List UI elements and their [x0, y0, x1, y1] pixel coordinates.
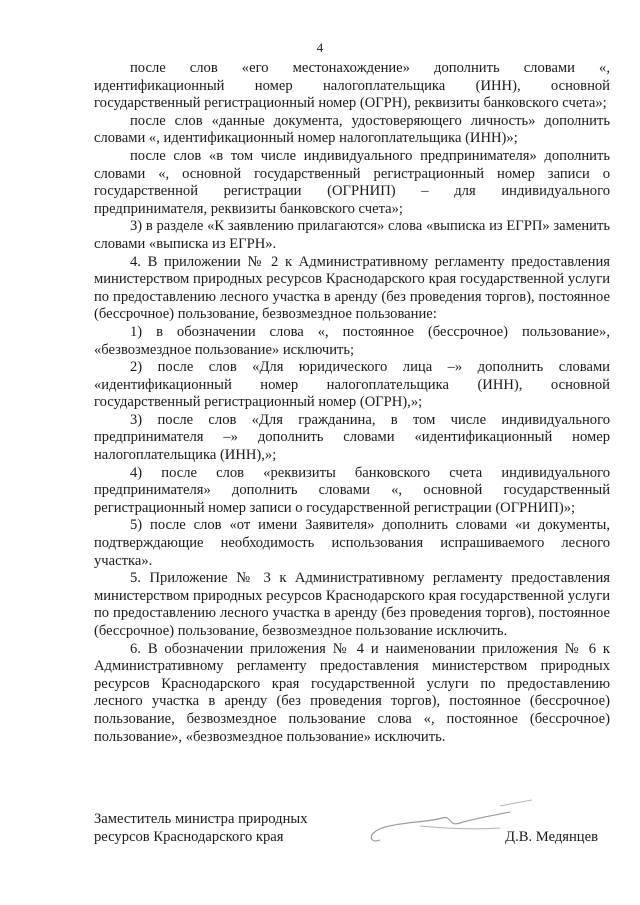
- paragraph: после слов «данные документа, удостоверяющего личность» дополнить словами «, идентификационный номер налогоплательщика (ИНН)»;: [94, 112, 610, 147]
- handwritten-signature: [360, 792, 540, 862]
- paragraph: 5. Приложение № 3 к Административному регламенту предоставления министерством природных ресурсов Краснодарского края государственной услуги по предоставлению лесного участка в аренду (без проведения торгов), постоянное (бессрочное) пользование, безвозмездное пользование исключить.: [94, 570, 610, 639]
- paragraph: после слов «его местонахождение» дополнить словами «, идентификационный номер налогоплательщика (ИНН), основной государственный регистрационный номер (ОГРН), реквизиты банковского счета»;: [94, 60, 610, 112]
- paragraph: 3) в разделе «К заявлению прилагаются» слова «выписка из ЕГРП» заменить словами «выписка из ЕГРН».: [94, 218, 610, 252]
- signer-name: Д.В. Медянцев: [505, 829, 598, 845]
- signature-block: [94, 810, 610, 850]
- page-number: 4: [316, 40, 324, 55]
- paragraph: 5) после слов «от имени Заявителя» дополнить словами «и документы, подтверждающие необходимость использования испрашиваемого лесного участка».: [94, 517, 610, 569]
- signer-position-line: ресурсов Краснодарского края: [94, 829, 284, 845]
- signer-position: [94, 810, 308, 846]
- document-body: [94, 60, 610, 746]
- paragraph: после слов «в том числе индивидуального предпринимателя» дополнить словами «, основной государственный регистрационный номер записи о государственной регистрации (ОГРНИП) – для индивидуального предпринимателя, реквизиты банковского счета»;: [94, 147, 610, 217]
- paragraph: 3) после слов «Для гражданина, в том числе индивидуального предпринимателя –» дополнить словами «идентификационный номер налогоплательщика (ИНН),»;: [94, 411, 610, 464]
- signer-position-line: Заместитель министра природных: [94, 811, 308, 827]
- paragraph: 1) в обозначении слова «, постоянное (бессрочное) пользование», «безвозмездное пользование» исключить;: [94, 323, 610, 358]
- paragraph: 6. В обозначении приложения № 4 и наименовании приложения № 6 к Административному регламенту предоставления министерством природных ресурсов Краснодарского края государственной услуги по предоставлению лесного участка в аренду (без проведения торгов), постоянное (бессрочное) пользование, безвозмездное пользование слова «, постоянное (бессрочное) пользование», «безвозмездное пользование» исключить.: [94, 640, 610, 745]
- paragraph: 4) после слов «реквизиты банковского счета индивидуального предпринимателя» дополнить словами «, основной государственный регистрационный номер записи о государственной регистрации (ОГРНИП)»;: [94, 464, 610, 516]
- paragraph: 2) после слов «Для юридического лица –» дополнить словами «идентификационный номер налогоплательщика (ИНН), основной государственный регистрационный номер (ОГРН),»;: [94, 359, 610, 411]
- paragraph: 4. В приложении № 2 к Административному регламенту предоставления министерством природных ресурсов Краснодарского края государственной услуги по предоставлению лесного участка в аренду (без проведения торгов), постоянное (бессрочное) пользование, безвозмездное пользование:: [94, 253, 610, 323]
